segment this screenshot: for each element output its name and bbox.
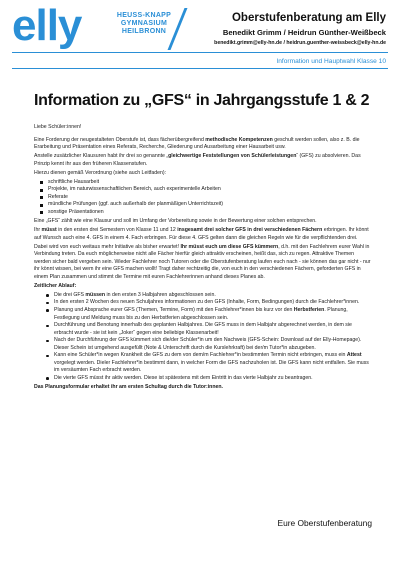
- text-run-bold: insgesamt drei solcher GFS in drei verschiedenen Fächern: [177, 227, 323, 234]
- text-run-bold: müsst: [41, 227, 57, 234]
- text-run: vorgelegt werden. Dieler Fachlehrer*in bestimmt dann, in welcher Form die GFS nachzuholen ist. Die GFS kann nicht entfallen. Sie muss im versäumten Fach erbracht werden.: [54, 359, 369, 374]
- text-run: Anstelle zusätzlicher Klausuren habt ihr drei so genannte „: [34, 153, 169, 160]
- text-run: Kann eine Schüler*in wegen Krankheit die GFS zu dem von dem/m Fachlehrer*in bestimmten Termin nicht erbringen, muss ein: [54, 352, 347, 359]
- header-names: Benedikt Grimm / Heidrun Günther-Weißbeck: [222, 28, 386, 37]
- text-run: , d.h. mit den Fachlehrern eurer Wahl in Verbindung treten. Da euch möglicherweise nicht alle Fächer hierfür gleich attraktiv erscheinen, heißt das, sich zu regen. Attraktive Themen werden sicher bald vergeben sein. Wieder Fachlehrer noch Tutoren oder die Oberstufenberatung laufen euch nach - sie können das gar nicht - nur ihr könnt wissen, bei wem ihr eine GFS machen wollt! Tragt daher rechtzeitig die, von euch in den verschiedenen Fächern, geforderten GFS in einem Plan zusammen und stimmt die Termine mit euren Fachlehrerinnen anhand dieses Planes ab.: [34, 243, 371, 280]
- text-run: in den ersten drei Semestern von Klasse 11 und 12: [56, 227, 178, 234]
- list-item: [54, 322, 372, 337]
- list-item: [54, 375, 372, 383]
- paragraph-regulation: Hierzu dienen gemäß Verordnung (siehe auch Leitfaden):: [34, 169, 167, 176]
- list-item: [54, 307, 372, 322]
- schedule-list: [34, 292, 372, 383]
- text-run-bold: gleichwertige Feststellungen von Schülerleistungen: [168, 153, 297, 160]
- text-run: geschult werden sollen, also z. B. die Erarbeitung und Präsentation eines Referats, Recherche, Gliederung und Ausarbeitung einer Hausarbeit usw.: [34, 136, 360, 151]
- school-name: [108, 12, 180, 36]
- text-run: Die vierte GFS müsst ihr aktiv werden. Diese ist spätestens mit dem Eintritt in das vierte Halbjahr zu beantragen.: [54, 374, 313, 381]
- list-item: [54, 337, 372, 352]
- final-note: Das Planungsformular erhaltet ihr am ersten Schultag durch die Tutor:innen.: [34, 384, 223, 390]
- closing-signature: Eure Oberstufenberatung: [277, 518, 372, 528]
- list-item: [54, 292, 372, 300]
- text-run: In den ersten 2 Wochen des neuen Schuljahres informationen zu den GFS (Inhalte, Form, Bedingungen) durch die Fachlehrer*innen.: [54, 299, 360, 306]
- paragraph-initiative: [34, 244, 372, 282]
- list-item: [54, 299, 372, 307]
- text-run: erbringen. Ihr könnt auf Wunsch auch eine 4. GFS in einem 4. Fach erbringen. Für diese 4. GFS gelten dann die gleichen Regeln wie für die verpflichtenden drei.: [34, 227, 369, 241]
- text-run: in den ersten 3 Halbjahren abgeschlossen sein.: [105, 291, 216, 298]
- list-item: [54, 352, 372, 375]
- text-run: Planung und Absprache eurer GFS (Themen, Termine, Form) mit den Fachlehrer*innen bis kurz vor den: [54, 307, 294, 314]
- gfs-types-list: [34, 179, 372, 217]
- text-run-bold: methodische Kompetenzen: [205, 136, 273, 143]
- text-run: Durchführung und Benotung innerhalb des geplanten Halbjahres. Die GFS muss in dem Halbjahr abgerechnet werden, in dem sie erbracht wurde - sie ist kein „Joker“ gegen eine beliebige Klassenarbeit!: [54, 322, 352, 336]
- text-run: Die drei GFS: [54, 291, 86, 298]
- document-title: Information zu „GFS“ in Jahrgangsstufe 1 & 2: [34, 92, 370, 109]
- paragraph-gfs-definition: [34, 153, 372, 168]
- text-run-bold: Attest: [346, 352, 362, 359]
- list-item: mündliche Prüfungen (ggf. auch außerhalb der planmäßigen Unterrichtszeit): [48, 201, 372, 209]
- header-subtitle: Information und Hauptwahl Klasse 10: [276, 58, 386, 65]
- subheader-rule: [12, 68, 388, 69]
- list-item: Projekte, im naturwissenschaftlichen Bereich, auch experimentelle Arbeiten: [48, 186, 372, 194]
- text-run: Ihr: [34, 227, 42, 234]
- header-title: Oberstufenberatung am Elly: [231, 12, 386, 24]
- paragraph-methods: [34, 137, 372, 152]
- header-emails: benedikt.grimm@elly-hn.de / heidrun.guenther-weissbeck@elly-hn.de: [214, 40, 386, 46]
- list-item: Referate: [48, 194, 372, 202]
- text-run: Nach der Durchführung der GFS kümmert sich die/der Schüler*in um den Nachweis (GFS-Schein: Download auf der Elly-Homepage). Dieser Schein ist umgehend ausgefüllt (Note & Unterschrift durch die Kurslehrkraft) bei der/m Tutor*in abzugeben.: [54, 337, 362, 351]
- list-item: sonstige Präsentationen: [48, 209, 372, 217]
- text-run: . Planung, Festlegung und Meldung muss bis zu den Herbstferien abgeschlossen sein.: [54, 307, 348, 321]
- paragraph-requirement: [34, 227, 372, 242]
- school-logo: elly: [12, 1, 82, 50]
- text-run: “ (GFS) zu absolvieren. Das Prinzip kennt ihr aus den früheren Klassenstufen.: [34, 153, 361, 167]
- text-run-bold: müssen: [85, 291, 106, 298]
- text-run-bold: Herbstferien: [293, 307, 325, 314]
- text-run-bold: Ihr müsst euch um diese GFS kümmern: [180, 243, 279, 250]
- document-body: [34, 124, 372, 393]
- list-item: schriftliche Hausarbeit: [48, 179, 372, 187]
- text-run: Eine Forderung der neugestalteten Oberstufe ist, dass fächerübergreifend: [34, 136, 206, 143]
- school-name-line: GYMNASIUM: [120, 20, 168, 27]
- school-name-line: HEUSS-KNAPP: [116, 12, 172, 19]
- text-run: Dabei wird von euch weitaus mehr Initiative als bisher erwartet!: [34, 243, 181, 250]
- schedule-heading: Zeitlicher Ablauf:: [34, 282, 77, 289]
- greeting: Liebe Schüler:innen!: [34, 124, 82, 130]
- header-rule: [12, 52, 388, 53]
- school-name-line: HEILBRONN: [121, 28, 167, 35]
- paragraph-weight: Eine „GFS“ zählt wie eine Klausur und soll im Umfang der Vorbereitung sowie in der Bewertung einer solchen entsprechen.: [34, 218, 317, 225]
